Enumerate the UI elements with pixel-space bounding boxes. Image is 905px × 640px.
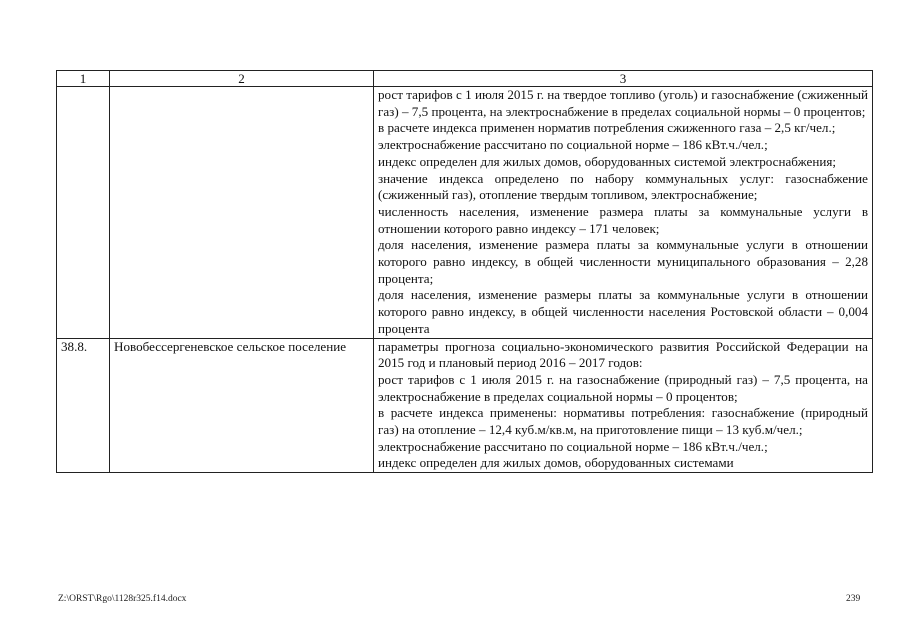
table-row — [57, 87, 873, 339]
row-name-cell — [110, 87, 374, 339]
description-paragraph: в расчете индекса применен норматив потребления сжиженного газа – 2,5 кг/чел.; — [378, 120, 836, 136]
description-paragraph: параметры прогноза социально-экономического развития Российской Федерации на 2015 год и плановый период 2016 – 2017 годов: — [378, 338, 868, 371]
footer-file-path: Z:\ORST\Rgo\1128r325.f14.docx — [58, 594, 187, 604]
description-paragraph: рост тарифов с 1 июля 2015 г. на твердое топливо (уголь) и газоснабжение (сжиженный газ) – 7,5 процента, на электроснабжение в пределах социальной нормы – 0 процентов; — [378, 87, 868, 119]
description-paragraph: электроснабжение рассчитано по социальной норме – 186 кВт.ч./чел.; — [378, 438, 768, 454]
description-paragraph: рост тарифов с 1 июля 2015 г. на газоснабжение (природный газ) – 7,5 процента, на электроснабжение в пределах социальной нормы – 0 процентов; — [378, 371, 868, 404]
row-name-cell: Новобессергеневское сельское поселение — [110, 338, 374, 473]
row-description-cell — [374, 338, 873, 473]
table-header-row — [57, 71, 873, 87]
description-paragraph: электроснабжение рассчитано по социальной норме – 186 кВт.ч./чел.; — [378, 137, 768, 153]
description-paragraph: численность населения, изменение размера платы за коммунальные услуги в отношении которого равно индексу – 171 человек; — [378, 203, 868, 236]
description-paragraph: индекс определен для жилых домов, оборудованных системой электроснабжения; — [378, 153, 837, 169]
footer-page-number: 239 — [846, 594, 861, 604]
header-cell-2: 2 — [110, 71, 374, 87]
description-paragraph: доля населения, изменение размеры платы за коммунальные услуги в отношении которого равно индексу, в общей численности населения Ростовской области – 0,004 процента — [378, 287, 868, 336]
description-paragraph: значение индекса определено по набору коммунальных услуг: газоснабжение (сжиженный газ), отопление твердым топливом, электроснабжение; — [378, 170, 868, 203]
header-cell-1: 1 — [57, 71, 110, 87]
row-description-cell — [374, 87, 873, 339]
table-row — [57, 338, 873, 473]
description-paragraph: в расчете индекса применены: нормативы потребления: газоснабжение (природный газ) на отопление – 12,4 куб.м/кв.м, на приготовление пищи – 13 куб.м/чел.; — [378, 405, 868, 438]
header-cell-3: 3 — [374, 71, 873, 87]
description-paragraph: доля населения, изменение размера платы за коммунальные услуги в отношении которого равно индексу, в общей численности муниципального образования – 2,28 процента; — [378, 237, 868, 286]
description-paragraph: индекс определен для жилых домов, оборудованных системами — [378, 455, 734, 471]
row-number-cell — [57, 87, 110, 339]
row-number-cell: 38.8. — [57, 338, 110, 473]
document-table — [56, 70, 873, 473]
